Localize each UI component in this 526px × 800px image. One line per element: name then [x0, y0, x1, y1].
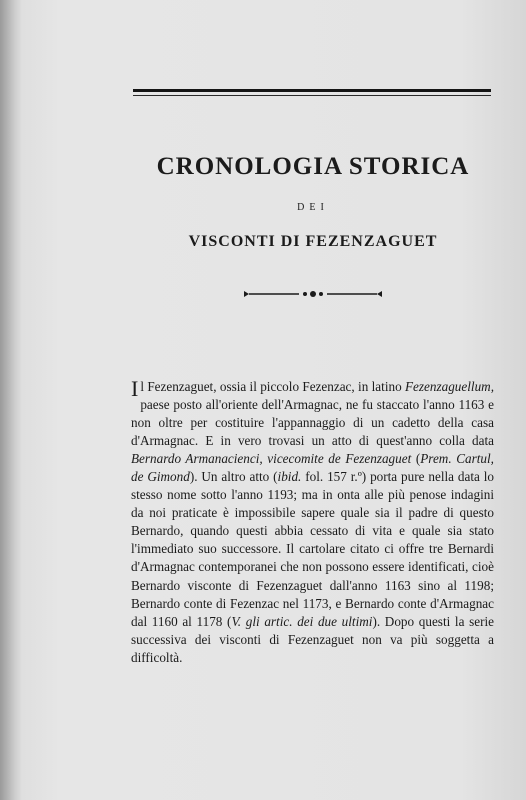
text-run: fol. 157 r.º) porta pure nella data lo stesso nome sotto l'anno 1193; ma in onta alle più penose indagini da noi praticate è impossibile sapere quale sia il padre di questo Bernardo, quando questi abbia cessato di vita e quale sia stato l'immediato suo successore. Il cartolare citato ci offre tre Bernardi d'Armagnac contemporanei che non possono essere identificati, cioè Bernardo visconte di Fezenzaguet dall'anno 1163 sino al 1198; Bernardo conte di Fezenzac nel 1173, e Bernardo conte d'Armagnac dal 1160 al 1178 (	[131, 469, 494, 629]
italic-run: Fezenzaguellum,	[405, 379, 494, 394]
page-title: CRONOLOGIA STORICA	[156, 153, 470, 180]
text-run: (	[411, 451, 421, 467]
header-rule-thick	[133, 89, 491, 92]
header-rule-thin	[133, 95, 491, 96]
page-gutter-shadow	[0, 0, 22, 800]
page-subtitle: VISCONTI DI FEZENZAGUET	[188, 233, 438, 250]
italic-run: Prem. Cartul, de Gimond	[131, 451, 494, 485]
italic-run: ibid.	[277, 469, 302, 485]
title-connector: DEI	[297, 202, 329, 213]
text-run: l Fezenzaguet, ossia il piccolo Fezenzac, in latino	[140, 379, 405, 394]
text-run: ). Dopo questi la serie successiva dei visconti di Fezenzaguet non va più soggetta a difficoltà.	[131, 613, 495, 665]
body-paragraph	[131, 378, 494, 667]
show-through-texture	[150, 60, 510, 390]
body-text	[131, 376, 495, 665]
drop-cap: I	[131, 376, 139, 401]
text-run: ). Un altro atto (	[189, 469, 278, 485]
italic-run: V. gli artic. dei due ultimi	[231, 613, 373, 629]
text-run: paese posto all'oriente dell'Armagnac, ne fu staccato l'anno 1163 e non oltre per costituire l'appannaggio di un cadetto della casa d'Armagnac. E in vero trovasi un atto di quest'anno colla data	[131, 397, 494, 449]
ornament-divider	[243, 287, 383, 301]
italic-run: Bernardo Armanacienci, vicecomite de Fezenzaguet	[131, 451, 412, 467]
